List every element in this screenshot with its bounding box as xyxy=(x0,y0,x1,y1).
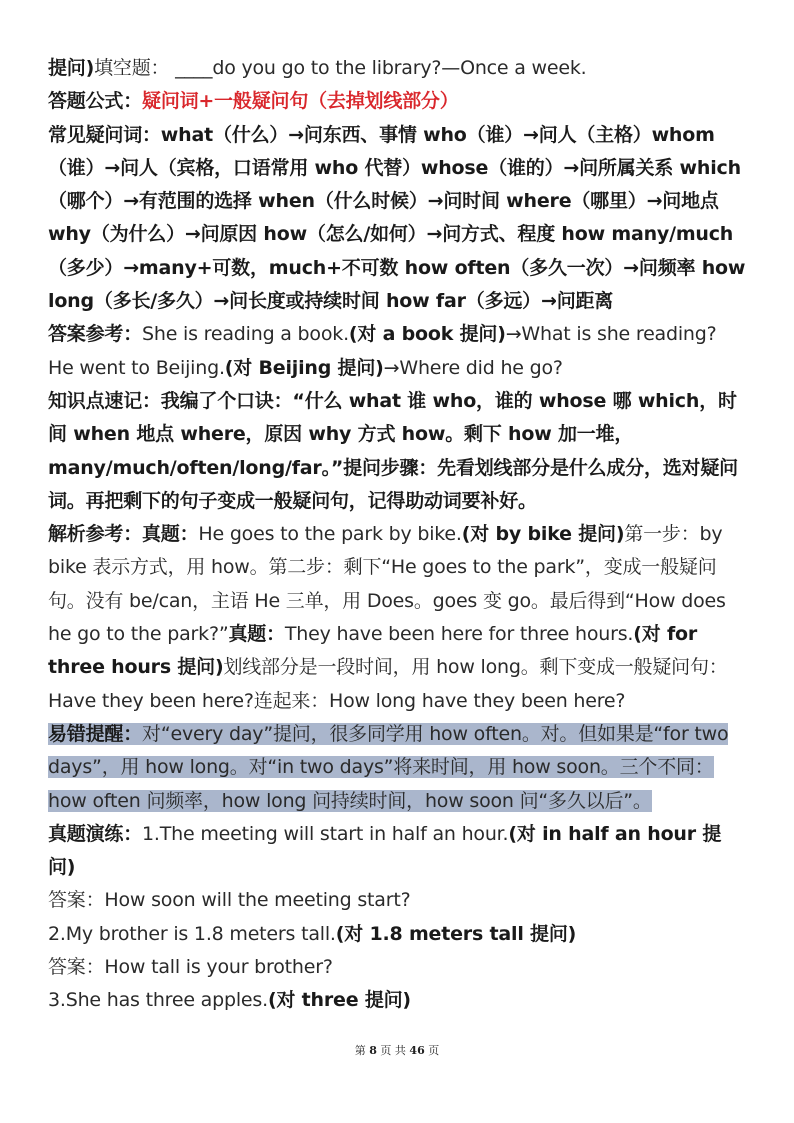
knowledge-text: 知识点速记：我编了个口诀：“什么 what 谁 who，谁的 whose 哪 which，时间 when 地点 where，原因 why 方式 how。剩下 how 加一堆，many/much/often/long/far。”提问步骤：先看划线部分是什么成分，选对疑问词。再把剩下的句子变成一般疑问句，记得助动词要补好。 xyxy=(48,389,738,512)
label-formula: 答题公式： xyxy=(48,90,143,113)
drill-3 xyxy=(48,984,748,1017)
drill-answer-1 xyxy=(48,884,748,917)
text: 2.My brother is 1.8 meters tall. xyxy=(48,922,336,945)
text-bold: (对 a book 提问) xyxy=(348,323,506,346)
warning-note xyxy=(48,718,748,818)
text: 答案：How tall is your brother? xyxy=(48,956,333,979)
text: 划线部分是一段时间，用 how long。剩下变成一般疑问句：Have they been here?连起来：How long have they been here? xyxy=(48,656,728,712)
text: 填空题： ____do you go to the library?—Once a week. xyxy=(94,57,587,79)
label-warning: 易错提醒： xyxy=(48,722,143,745)
total-pages: 46 xyxy=(409,1044,425,1057)
text-bold: (对 1.8 meters tall 提问) xyxy=(335,922,577,945)
label-answer: 答案参考： xyxy=(48,323,143,346)
drill-answer-2 xyxy=(48,951,748,984)
text-bold: 提问) xyxy=(48,57,95,79)
answer-reference xyxy=(48,318,748,385)
text-bold: (对 three 提问) xyxy=(267,989,411,1012)
text-bold: (对 for three hours 提问) xyxy=(48,623,698,679)
text: He went to Beijing. xyxy=(48,356,225,379)
text: He goes to the park by bike. xyxy=(198,523,462,546)
footer-text: 第 xyxy=(354,1044,366,1057)
drill-2 xyxy=(48,918,748,951)
footer-text: 页 xyxy=(428,1044,440,1057)
formula-line xyxy=(48,85,748,118)
text-bold: 真题： xyxy=(228,623,285,646)
text: →What is she reading? xyxy=(505,323,717,346)
fill-blank-line xyxy=(48,52,748,85)
label-analysis: 解析参考：真题： xyxy=(48,523,199,546)
footer-text: 页 共 xyxy=(380,1044,406,1057)
page-number: 8 xyxy=(369,1044,377,1057)
document-body xyxy=(48,52,748,1018)
analysis-reference xyxy=(48,518,748,718)
common-question-words xyxy=(48,119,748,319)
text: 3.She has three apples. xyxy=(48,989,268,1012)
drill-section xyxy=(48,818,748,885)
text: 第一步：by bike 表示方式，用 how。第二步：剩下“He goes to the park”，变成一般疑问句。没有 be/can，主语 He 三单，用 Does。goes 变 go。最后得到“How does he go to the park?” xyxy=(48,523,726,646)
knowledge-summary xyxy=(48,385,748,518)
text: She is reading a book. xyxy=(142,323,349,346)
label-drill: 真题演练： xyxy=(48,822,143,845)
text-bold: (对 by bike 提问) xyxy=(461,523,625,546)
page-footer xyxy=(0,1042,794,1058)
text: 答案：How soon will the meeting start? xyxy=(48,889,411,912)
text-bold: (对 Beijing 提问) xyxy=(224,356,384,379)
text-bold: (对 in half an hour 提问) xyxy=(48,822,722,879)
text: 对“every day”提问，很多同学用 how often。对。但如果是“for two days”，用 how long。对“in two days”将来时间，用 how soon。三个不同：how often 问频率，how long 问持续时间，how soon 问“多久以后”。 xyxy=(48,722,729,812)
text: →Where did he go? xyxy=(383,356,563,379)
highlight xyxy=(48,723,728,812)
text: They have been here for three hours. xyxy=(284,623,634,646)
formula-text: 疑问词+一般疑问句（去掉划线部分） xyxy=(142,90,459,113)
question-words-text: 常见疑问词：what（什么）→问东西、事情 who（谁）→问人（主格）whom（谁）→问人（宾格，口语常用 who 代替）whose（谁的）→问所属关系 which（哪个）→有范围的选择 when（什么时候）→问时间 where（哪里）→问地点 why（为什么）→问原因 how（怎么/如何）→问方式、程度 how many/much（多少）→many+可数，much+不可数 how often（多久一次）→问频率 how long（多长/多久）→问长度或持续时间 how far（多远）→问距离 xyxy=(48,123,746,313)
text: 1.The meeting will start in half an hour. xyxy=(142,822,509,845)
